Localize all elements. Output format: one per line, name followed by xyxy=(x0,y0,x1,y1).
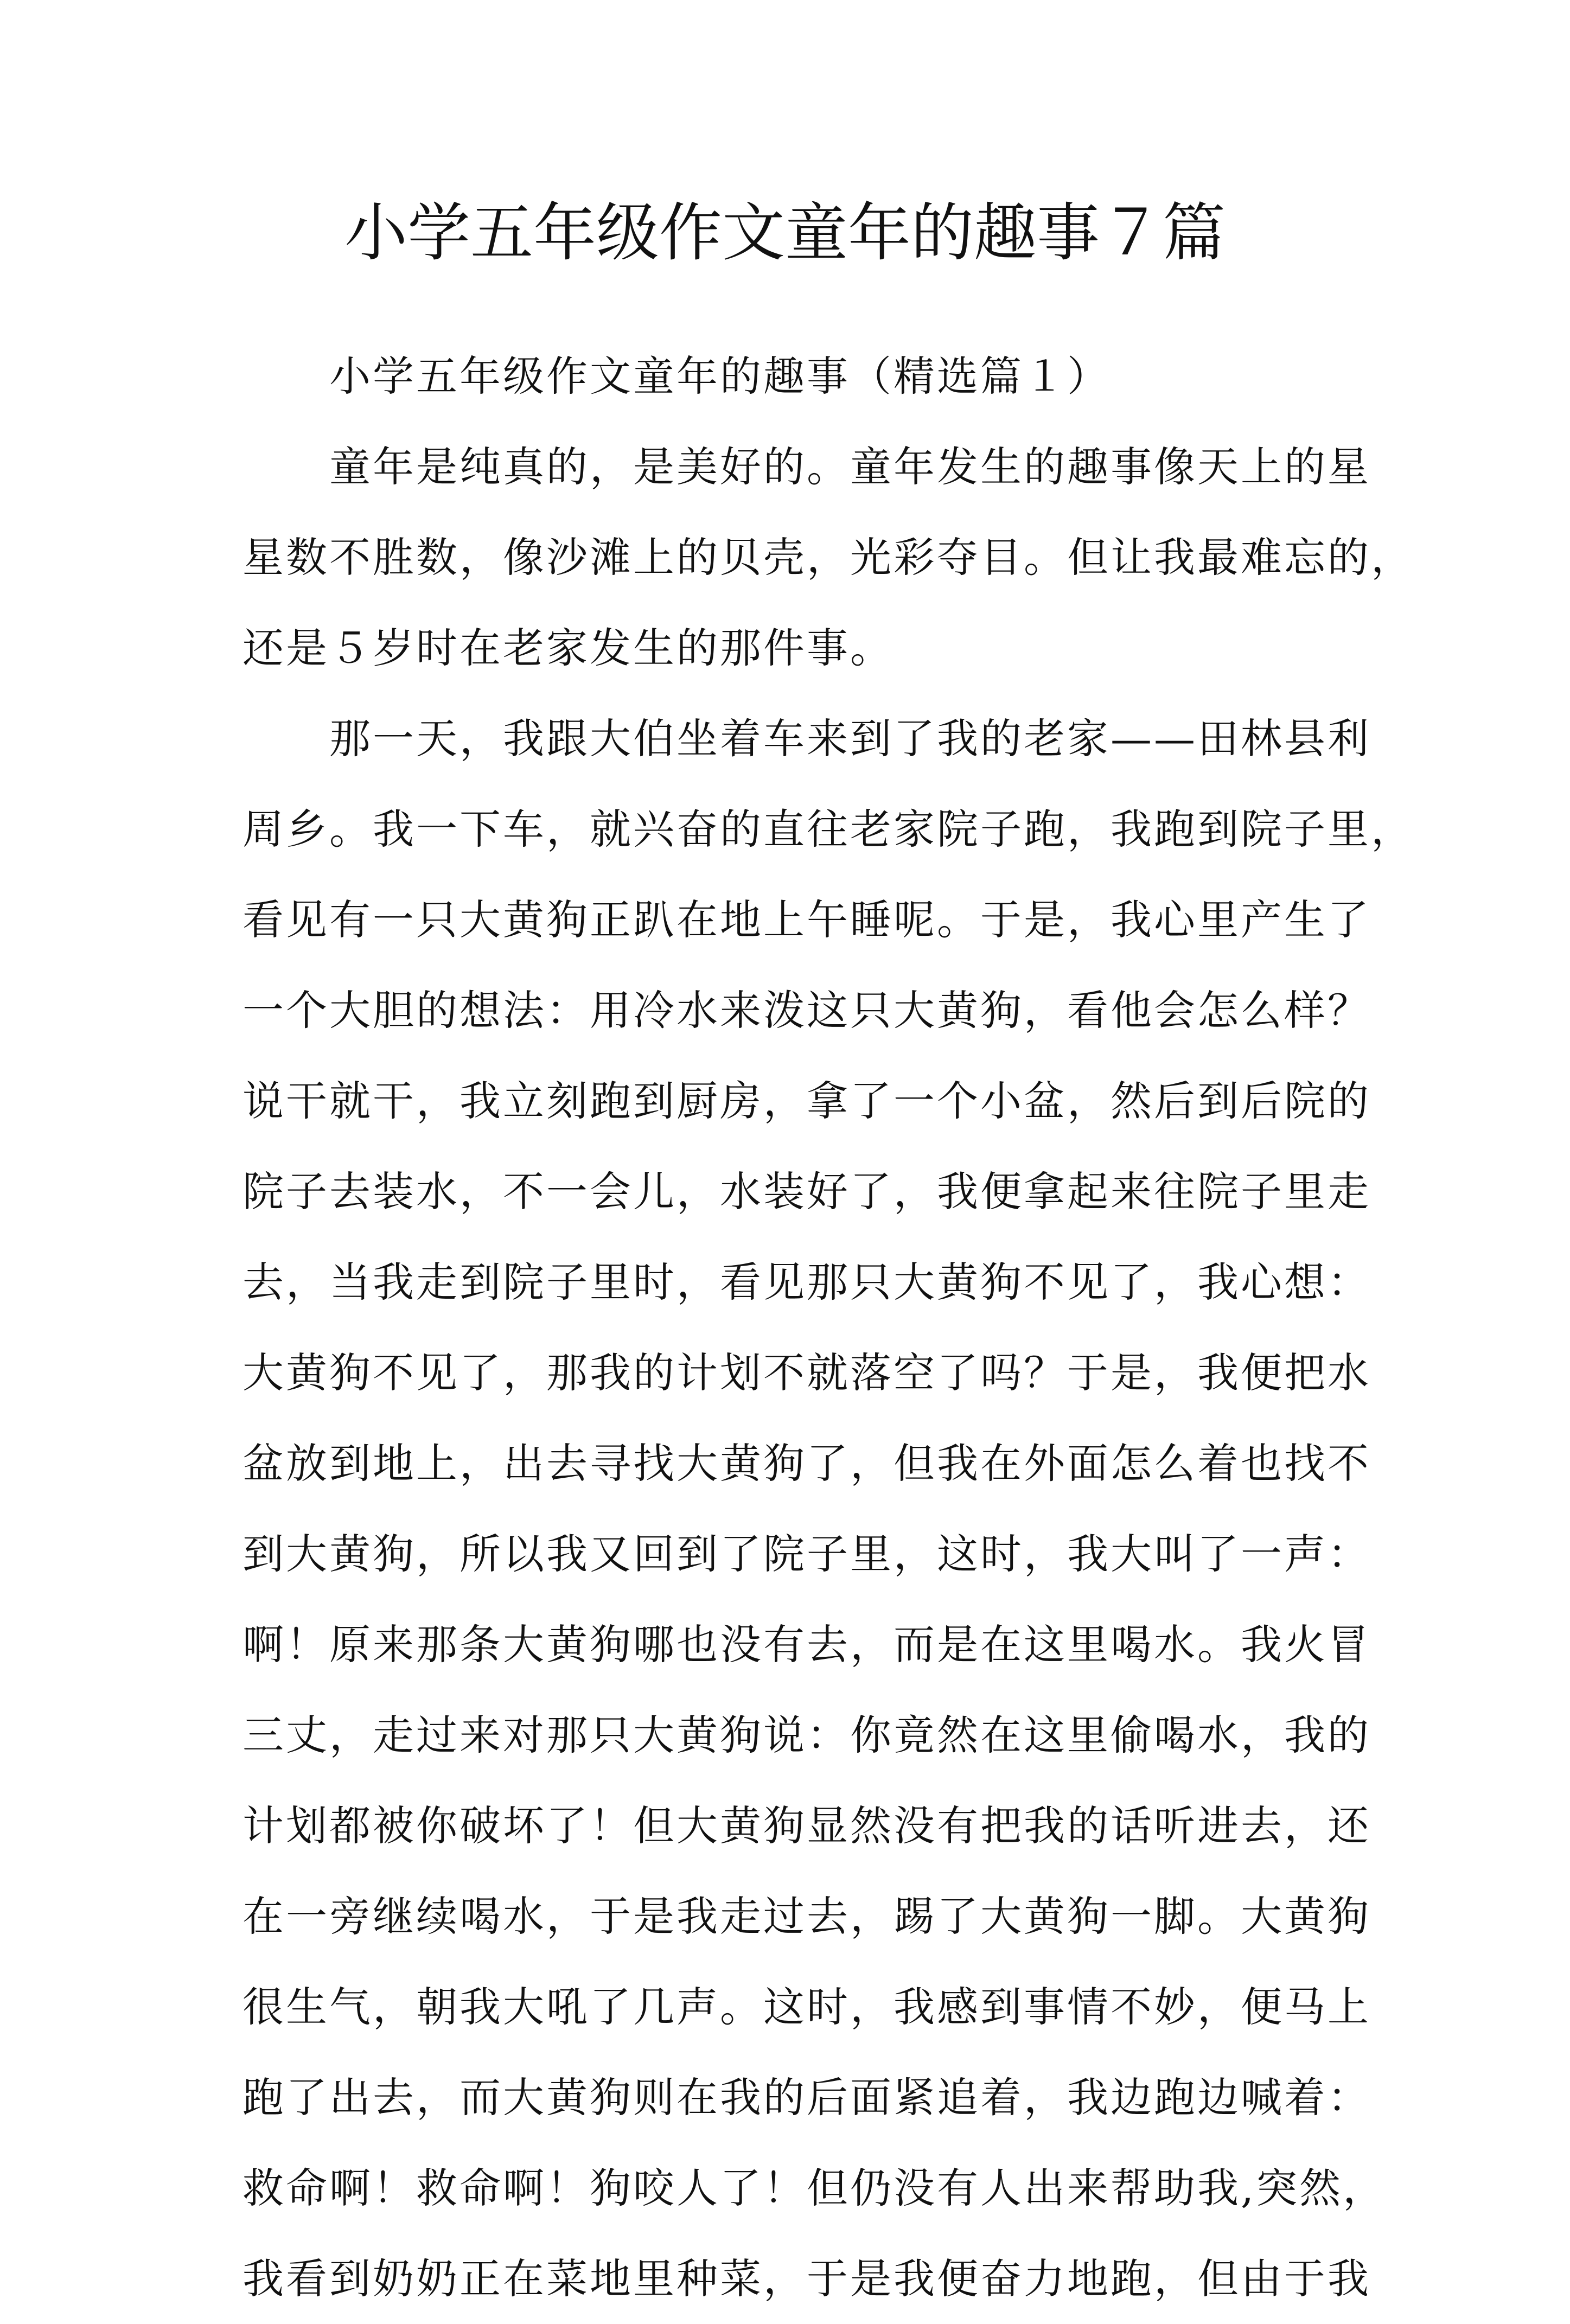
paragraph-line: 院子去装水，不一会儿，水装好了，我便拿起来往院子里走 xyxy=(242,1167,1371,1216)
paragraph-line: 救命啊！救命啊！狗咬人了！但仍没有人出来帮助我,突然， xyxy=(242,2164,1387,2212)
paragraph-2 xyxy=(242,693,1414,2324)
paragraph-line: 还是５岁时在老家发生的那件事。 xyxy=(242,624,894,672)
paragraph-line: 我看到奶奶正在菜地里种菜，于是我便奋力地跑，但由于我 xyxy=(242,2255,1371,2303)
paragraph-line: 大黄狗不见了，那我的计划不就落空了吗？于是，我便把水 xyxy=(242,1349,1371,1397)
paragraph-line: 在一旁继续喝水，于是我走过去，踢了大黄狗一脚。大黄狗 xyxy=(242,1892,1371,1940)
paragraph-line: 去，当我走到院子里时，看见那只大黄狗不见了，我心想： xyxy=(242,1258,1371,1306)
paragraph-line: 跑了出去，而大黄狗则在我的后面紧追着，我边跑边喊着： xyxy=(242,2073,1371,2122)
document-body xyxy=(242,331,1414,2324)
paragraph-line: 很生气，朝我大吼了几声。这时，我感到事情不妙，便马上 xyxy=(242,1983,1371,2031)
paragraph-line: 到大黄狗，所以我又回到了院子里，这时，我大叫了一声： xyxy=(242,1530,1371,1578)
paragraph-line: 童年是纯真的，是美好的。童年发生的趣事像天上的星 xyxy=(329,443,1371,491)
paragraph-line: 计划都被你破坏了！但大黄狗显然没有把我的话听进去，还 xyxy=(242,1802,1371,1850)
paragraph-line: 盆放到地上，出去寻找大黄狗了，但我在外面怎么着也找不 xyxy=(242,1439,1371,1487)
paragraph-line: 说干就干，我立刻跑到厨房，拿了一个小盆，然后到后院的 xyxy=(242,1077,1371,1125)
paragraph-line: 一个大胆的想法：用冷水来泼这只大黄狗，看他会怎么样？ xyxy=(242,986,1371,1035)
paragraph-line: 啊！原来那条大黄狗哪也没有去，而是在这里喝水。我火冒 xyxy=(242,1620,1371,1669)
paragraph-line: 星数不胜数，像沙滩上的贝壳，光彩夺目。但让我最难忘的， xyxy=(242,533,1414,582)
paragraph-line: 三丈，走过来对那只大黄狗说：你竟然在这里偷喝水，我的 xyxy=(242,1711,1371,1759)
paragraph-1 xyxy=(242,422,1414,693)
section-heading: 小学五年级作文童年的趣事（精选篇１） xyxy=(329,352,1111,400)
paragraph-line: 周乡。我一下车，就兴奋的直往老家院子跑，我跑到院子里， xyxy=(242,805,1414,853)
document-title: 小学五年级作文童年的趣事７篇 xyxy=(344,196,1226,270)
paragraph-line: 看见有一只大黄狗正趴在地上午睡呢。于是，我心里产生了 xyxy=(242,896,1371,944)
paragraph-line: 那一天，我跟大伯坐着车来到了我的老家——田林县利 xyxy=(329,714,1371,763)
